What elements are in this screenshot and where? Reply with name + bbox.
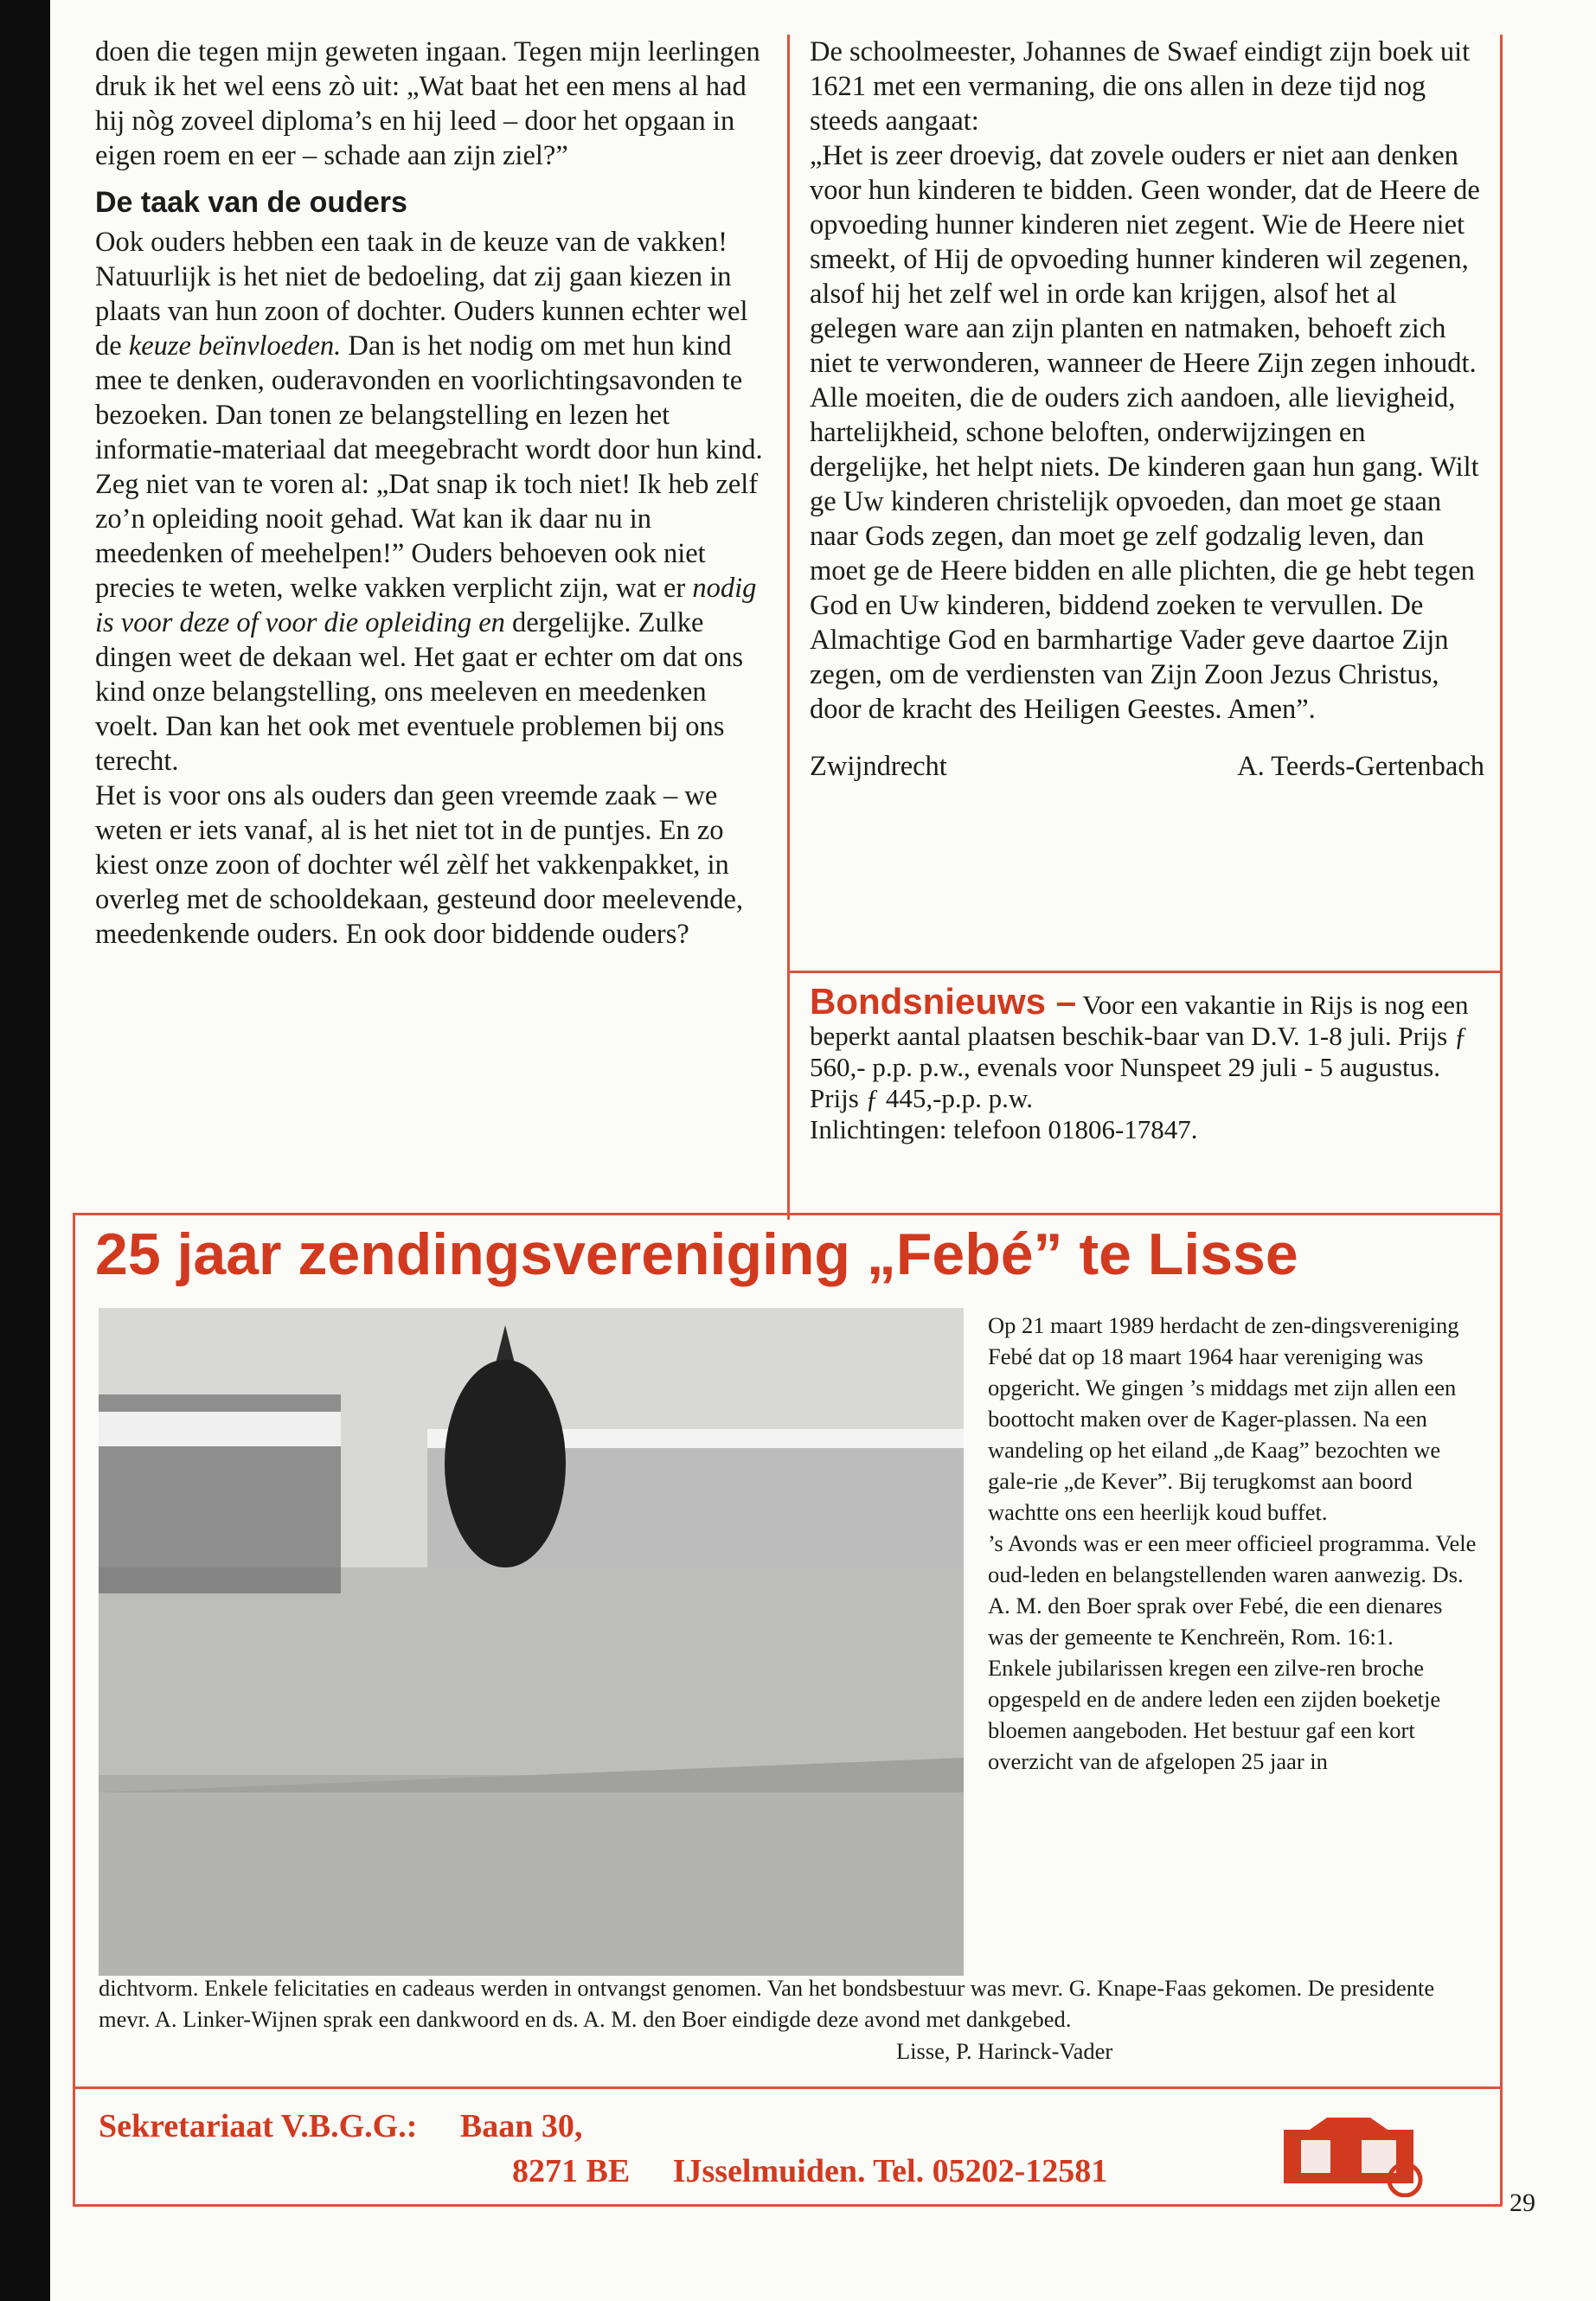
group-photo-illustration bbox=[99, 1308, 964, 1976]
section-heading: De taak van de ouders bbox=[95, 186, 407, 219]
bondsnieuws-info: Inlichtingen: telefoon 01806-17847. bbox=[810, 1114, 1198, 1144]
secretariat-label: Sekretariaat V.B.G.G.: bbox=[99, 2108, 418, 2144]
article-top-rule bbox=[73, 1213, 1502, 1215]
right-edge-rule bbox=[1500, 35, 1503, 2206]
article-paragraph-1: Op 21 maart 1989 herdacht de zen-dingsvereniging Febé dat op 18 maart 1964 haar vereniging was opgericht. We gingen ’s middags met zijn allen een boottocht maken over de Kager-plassen. Na een wandeling op het eiland „de Kaag” bezochten we gale-rie „de Kever”. Bij terugkomst aan boord wachtte ons een heerlijk koud buffet. bbox=[988, 1312, 1459, 1525]
group-photo bbox=[99, 1308, 964, 1976]
quote-text: „Het is zeer droevig, dat zovele ouders er niet aan denken voor hun kinderen te bidden. Geen wonder, dat de Heere de opvoeding hunner kinderen niet zegent. Wie de Heere niet smeekt, of Hij de opvoeding hunner kinderen wil zegenen, alsof hij het zelf wel in orde kan krijgen, alsof het al gelegen ware aan zijn planten en natmaken, behoeft zich niet te verwonderen, wanneer de Heere Zijn zegen inhoudt. Alle moeiten, die de ouders zich aandoen, alle lievigheid, hartelijkheid, schone beloften, onderwijzingen en dergelijke, het helpt niets. De kinderen gaan hun gang. Wilt ge Uw kinderen christelijk opvoeden, dan moet ge staan naar Gods zegen, dan moet ge zelf godzalig leven, dan moet ge de Heere bidden en alle plichten, die ge hebt tegen God en Uw kinderen, biddend zoeken te vervullen. De Almachtige God en barmhartige Vader geve daartoe Zijn zegen, om de verdiensten van Zijn Zoon Jezus Christus, door de kracht des Heiligen Geestes. Amen”. bbox=[810, 140, 1480, 725]
article-tail: dichtvorm. Enkele felicitaties en cadeaus werden in ontvangst genomen. Van het bondsbestuur was mevr. G. Knape-Faas gekomen. De presidente mevr. A. Linker-Wijnen sprak een dankwoord en ds. A. M. den Boer eindigde deze avond met dankgebed. bbox=[99, 1975, 1435, 2032]
secretariat-postcode: 8271 BE bbox=[512, 2153, 631, 2189]
news-divider bbox=[789, 971, 1502, 973]
parents-paragraph: Ook ouders hebben een taak in de keuze van de vakken! Natuurlijk is het niet de bedoeling, dat zij gaan kiezen in plaats van hun zoon of dochter. Ouders kunnen echter wel de keuze beïnvloeden. Dan is het nodig om met hun kind mee te denken, ouderavonden en voorlichtingsavonden te bezoeken. Dan tonen ze belangstelling en lezen het informatie-materiaal dat meegebracht wordt door hun kind. Zeg niet van te voren al: „Dat snap ik toch niet! Ik heb zelf zo’n opleiding nooit gehad. Wat kan ik daar nu in meedenken of meehelpen!” Ouders behoeven ook niet precies te weten, welke vakken verplicht zijn, wat er nodig is voor deze of voor die opleiding en dergelijke. Zulke dingen weet de dekaan wel. Het gaat er echter om dat ons kind onze belangstelling, ons meeleven en meedenken voelt. Dan kan het ook met eventuele problemen bij ons terecht. bbox=[95, 227, 763, 777]
secretariat-street: Baan 30, bbox=[459, 2108, 583, 2144]
article-headline: 25 jaar zendingsvereniging „Febé” te Lisse bbox=[95, 1221, 1298, 1287]
left-column bbox=[95, 35, 765, 952]
secretariat-city-phone: IJsselmuiden. Tel. 05202-12581 bbox=[672, 2153, 1108, 2189]
page-spine bbox=[0, 0, 50, 2301]
article-paragraph-2: ’s Avonds was er een meer officieel programma. Vele oud-leden en belangstellenden waren aanwezig. Ds. A. M. den Boer sprak over Febé, die een dienares was der gemeente te Kenchreën, Rom. 16:1. bbox=[988, 1530, 1477, 1650]
page-number: 29 bbox=[1509, 2189, 1535, 2217]
closing-paragraph: Het is voor ons als ouders dan geen vreemde zaak – we weten er iets vanaf, al is het niet tot in de puntjes. En zo kiest onze zoon of dochter wél zèlf het vakkenpakket, in overleg met de schooldekaan, gesteund door meelevende, meedenkende ouders. En ook door biddende ouders? bbox=[95, 780, 744, 950]
footer-top-rule bbox=[73, 2086, 1502, 2089]
column-divider bbox=[787, 35, 790, 1220]
quote-intro: De schoolmeester, Johannes de Swaef eindigt zijn boek uit 1621 met een vermaning, die ons allen in deze tijd nog steeds aangaat: bbox=[810, 36, 1471, 137]
bondsnieuws-text: Voor een vakantie in Rijs is nog een beperkt aantal plaatsen beschik-baar van D.V. 1-8 juli. Prijs ƒ 560,- p.p. p.w., evenals voor Nunspeet 29 juli - 5 augustus. Prijs ƒ 445,-p.p. p.w. bbox=[810, 990, 1469, 1113]
bondsnieuws-heading: Bondsnieuws – bbox=[810, 981, 1077, 1022]
article-signature: Lisse, P. Harinck-Vader bbox=[896, 2038, 1113, 2064]
magazine-page bbox=[73, 35, 1502, 2206]
bondsnieuws-box bbox=[810, 981, 1484, 1145]
article-body bbox=[988, 1310, 1481, 1777]
footer-bottom-rule bbox=[73, 2204, 1502, 2207]
signature-author: A. Teerds-Gertenbach bbox=[1237, 751, 1484, 782]
left-edge-rule bbox=[73, 1213, 75, 2206]
right-signature bbox=[810, 749, 1484, 784]
association-logo-icon bbox=[1275, 2111, 1431, 2197]
article-paragraph-3: Enkele jubilarissen kregen een zilve-ren broche opgespeld en de andere leden een zijden boeketje bloemen aangeboden. Het bestuur gaf een kort overzicht van de afgelopen 25 jaar in bbox=[988, 1655, 1441, 1774]
signature-place: Zwijndrecht bbox=[810, 751, 947, 782]
intro-paragraph: doen die tegen mijn geweten ingaan. Tegen mijn leerlingen druk ik het wel eens zò uit: „Wat baat het een mens al had hij nòg zoveel diploma’s en hij leed – door het opgaan in eigen roem en eer – schade aan zijn ziel?” bbox=[95, 36, 760, 171]
right-column bbox=[810, 35, 1484, 784]
